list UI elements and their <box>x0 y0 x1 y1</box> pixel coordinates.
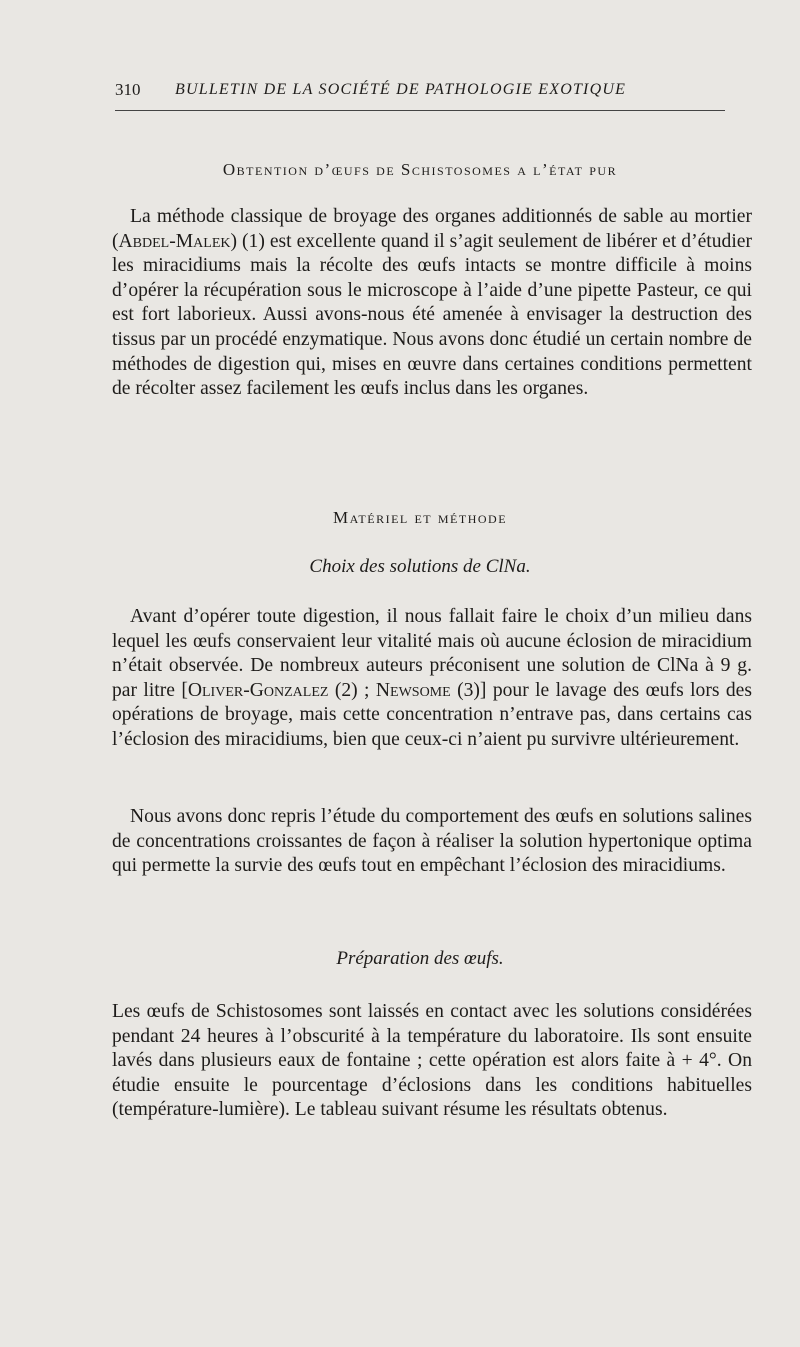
paragraph-text: Avant d’opérer toute digestion, il nous fallait faire le choix d’un milieu dans lequel les œufs conservaient leur vitalité mais où aucune éclosion de miracidium n’était observée. De nombreux auteurs préconisent une solution de ClNa à 9 g. par litre [ <box>112 606 752 701</box>
journal-title: BULLETIN DE LA SOCIÉTÉ DE PATHOLOGIE EXOTIQUE <box>175 81 627 98</box>
paragraph-text: (2) ; <box>328 679 376 701</box>
paragraph-text: (3)] pour le lavage des œufs lors des opérations de broyage, mais cette concentration n’entrave pas, dans certains cas l’éclosion des miracidiums, bien que ceux-ci n’aient pu survivre ultérieurement. <box>112 679 752 750</box>
author-abdel-malek: Abdel-Malek <box>118 230 231 252</box>
section-title-materiel: Matériel et méthode <box>332 508 508 527</box>
paragraph-etude-comportement: Nous avons donc repris l’étude du comportement des œufs en solutions salines de concentrations croissantes de façon à réaliser la solution hypertonique optima qui permette la survie des œufs tout en empêchant l’éclosion des miracidiums. <box>112 806 752 877</box>
paragraph-methode-classique <box>112 205 752 402</box>
paragraph-text: La méthode classique de broyage des organes additionnés de sable au mortier ( <box>112 206 752 252</box>
page-number: 310 <box>115 80 141 99</box>
paragraph-avant-digestion <box>112 605 752 753</box>
paragraph-text: ) (1) est excellente quand il s’agit seulement de libérer et d’étudier les miracidiums mais la récolte des œufs intacts se montre difficile à moins d’opérer la récupération sous le microscope à l’aide d’une pipette Pasteur, ce qui est fort laborieux. Aussi avons-nous été amenée à envisager la destruction des tissus par un procédé enzymatique. Nous avons donc étudié un certain nombre de méthodes de digestion qui, mises en œuvre dans certaines conditions permettent de récolter assez facilement les œufs inclus dans les organes. <box>112 230 752 400</box>
subtitle-preparation-oeufs: Préparation des œufs. <box>336 948 504 969</box>
author-newsome: Newsome <box>375 679 451 701</box>
paragraph-oeufs-schistosomes: Les œufs de Schistosomes sont laissés en contact avec les solutions considérées pendant 24 heures à l’obscurité à la température du laboratoire. Ils sont ensuite lavés dans plusieurs eaux de fontaine ; cette opération est alors faite à + 4°. On étudie ensuite le pourcentage d’éclosions dans les conditions habituelles (température-lumière). Le tableau suivant résume les résultats obtenus. <box>112 1001 752 1121</box>
section-title-obtention: Obtention d’œufs de Schistosomes a l’état pur <box>222 160 618 179</box>
author-oliver-gonzalez: Oliver-Gonzalez <box>187 679 329 701</box>
subtitle-choix-solutions: Choix des solutions de ClNa. <box>309 556 531 577</box>
running-head <box>115 80 725 111</box>
